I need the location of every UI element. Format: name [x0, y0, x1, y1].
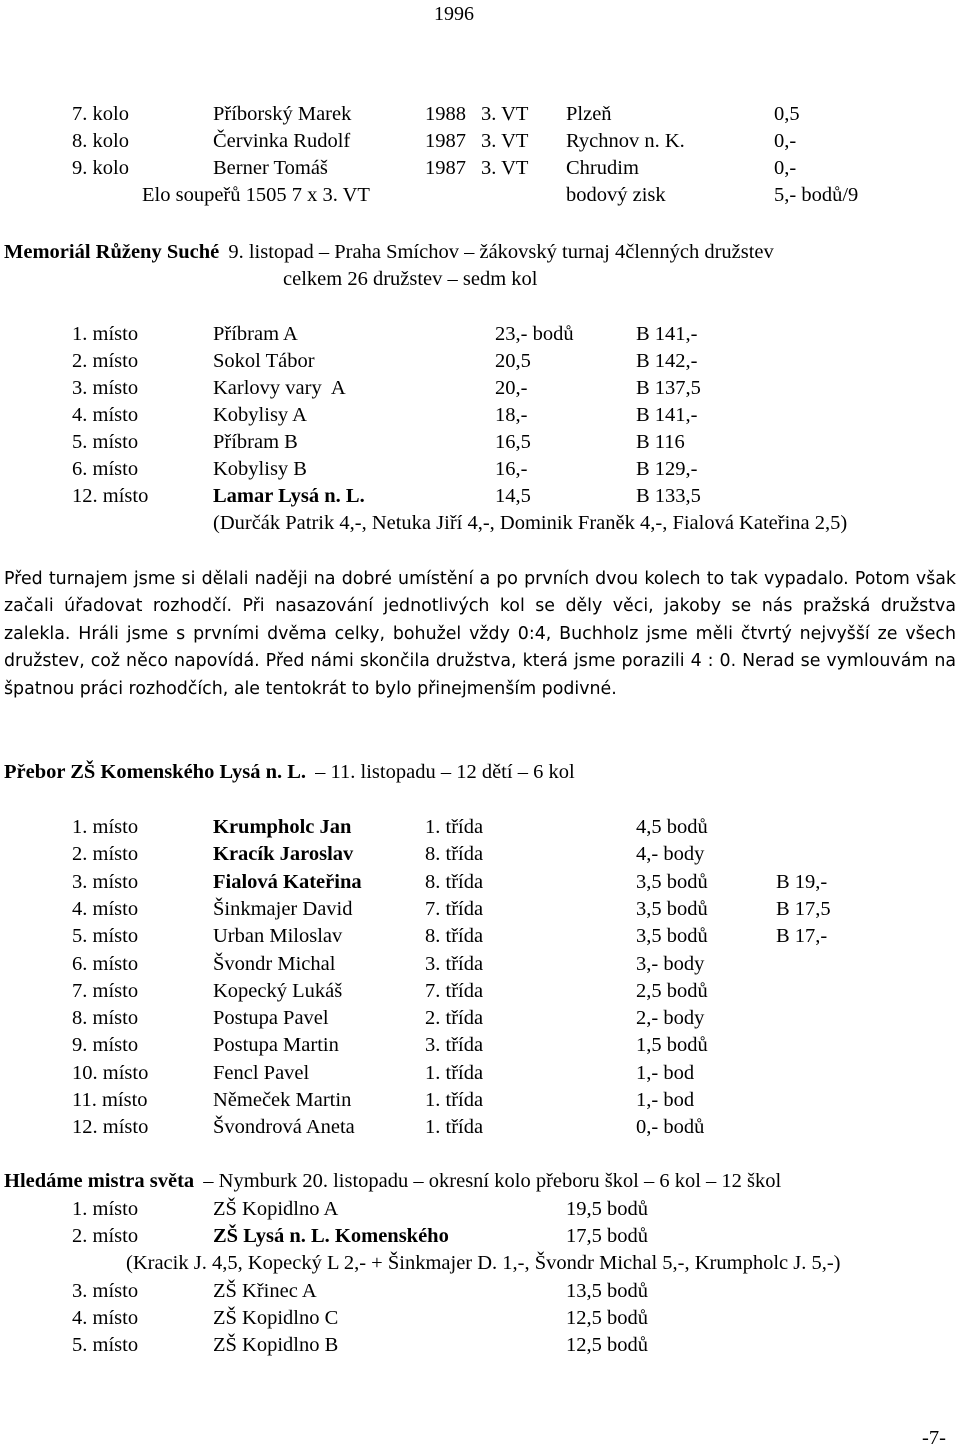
table-row: [0, 430, 960, 456]
school-class: 1. třída: [425, 1089, 484, 1111]
place: 5. místo: [72, 1334, 139, 1356]
points: 12,5 bodů: [566, 1307, 648, 1329]
table-row: [0, 403, 960, 429]
points: 14,5: [495, 485, 531, 507]
place: 3. místo: [72, 1280, 139, 1302]
player-name: Postupa Martin: [213, 1034, 339, 1056]
team: Karlovy vary A: [213, 377, 346, 399]
points: 3,- body: [636, 953, 705, 975]
school-class: 2. třída: [425, 1007, 484, 1029]
score: 0,-: [774, 130, 797, 152]
player-name: Šinkmajer David: [213, 898, 353, 920]
points: 3,5 bodů: [636, 898, 708, 920]
player-vt: 3. VT: [481, 103, 529, 125]
place: 3. místo: [72, 377, 139, 399]
team: Kobylisy A: [213, 404, 307, 426]
place: 1. místo: [72, 1198, 139, 1220]
points: 3,5 bodů: [636, 925, 708, 947]
place: 11. místo: [72, 1089, 148, 1111]
hledame-heading: [4, 1169, 781, 1193]
place: 10. místo: [72, 1062, 149, 1084]
player-name: Fencl Pavel: [213, 1062, 310, 1084]
school-class: 8. třída: [425, 843, 484, 865]
place: 4. místo: [72, 1307, 139, 1329]
table-row: [0, 979, 960, 1005]
player-name: Kopecký Lukáš: [213, 980, 343, 1002]
gain-value: 5,- bodů/9: [774, 184, 859, 206]
table-row: [0, 1333, 960, 1359]
player-name: Němeček Martin: [213, 1089, 352, 1111]
place: 6. místo: [72, 458, 139, 480]
place: 2. místo: [72, 1225, 139, 1247]
place: 12. místo: [72, 1116, 149, 1138]
place: 2. místo: [72, 843, 139, 865]
place: 8. místo: [72, 1007, 139, 1029]
school-class: 7. třída: [425, 980, 484, 1002]
points: 1,- bod: [636, 1062, 695, 1084]
table-row: [0, 1279, 960, 1305]
points: 13,5 bodů: [566, 1280, 648, 1302]
player-year: 1987: [425, 157, 466, 179]
team: Lamar Lysá n. L.: [213, 485, 365, 507]
points: 2,- body: [636, 1007, 705, 1029]
player-name: Kracík Jaroslav: [213, 843, 354, 865]
table-row: [0, 484, 960, 510]
table-row: [0, 1224, 960, 1250]
school-class: 3. třída: [425, 1034, 484, 1056]
table-row: [0, 102, 960, 128]
elo-label: Elo soupeřů 1505 7 x 3. VT: [142, 184, 370, 206]
buchholz: B 129,-: [636, 458, 698, 480]
points: 17,5 bodů: [566, 1225, 648, 1247]
points: 1,- bod: [636, 1089, 695, 1111]
points: 2,5 bodů: [636, 980, 708, 1002]
points: 0,- bodů: [636, 1116, 705, 1138]
elo-row: [0, 183, 960, 209]
points: 4,5 bodů: [636, 816, 708, 838]
kolo-label: 7. kolo: [72, 103, 129, 125]
prebor-subtitle: – 11. listopadu – 12 dětí – 6 kol: [315, 761, 575, 783]
points: 1,5 bodů: [636, 1034, 708, 1056]
player-name: Švondrová Aneta: [213, 1116, 355, 1138]
memorial-info: celkem 26 družstev – sedm kol: [283, 268, 538, 290]
table-row: [0, 129, 960, 155]
team: Příbram B: [213, 431, 298, 453]
place: 3. místo: [72, 871, 139, 893]
table-row: [0, 457, 960, 483]
school-class: 7. třída: [425, 898, 484, 920]
table-row: [0, 322, 960, 348]
buchholz: B 133,5: [636, 485, 701, 507]
table-row: [0, 376, 960, 402]
table-row: [0, 1033, 960, 1059]
hledame-title: Hledáme mistra světa: [4, 1170, 195, 1192]
hledame-subtitle: – Nymburk 20. listopadu – okresní kolo přeboru škol – 6 kol – 12 škol: [203, 1170, 782, 1192]
school-class: 8. třída: [425, 871, 484, 893]
points: 16,-: [495, 458, 528, 480]
player-name: Postupa Pavel: [213, 1007, 329, 1029]
team-lineup: (Durčák Patrik 4,-, Netuka Jiří 4,-, Dominik Franěk 4,-, Fialová Kateřina 2,5): [213, 512, 848, 534]
school-class: 3. třída: [425, 953, 484, 975]
memorial-heading: [4, 240, 774, 264]
page-number: -7-: [922, 1427, 946, 1449]
school-class: 8. třída: [425, 925, 484, 947]
school: ZŠ Křinec A: [213, 1280, 317, 1302]
school-class: 1. třída: [425, 816, 484, 838]
place: 1. místo: [72, 323, 139, 345]
prebor-title: Přebor ZŠ Komenského Lysá n. L.: [4, 761, 307, 783]
school-class: 1. třída: [425, 1116, 484, 1138]
place: 4. místo: [72, 898, 139, 920]
points: 20,5: [495, 350, 531, 372]
player-name: Urban Miloslav: [213, 925, 343, 947]
table-row: [0, 1115, 960, 1141]
city: Plzeň: [566, 103, 612, 125]
city: Chrudim: [566, 157, 639, 179]
place: 12. místo: [72, 485, 149, 507]
memorial-subtitle: 9. listopad – Praha Smíchov – žákovský turnaj 4členných družstev: [228, 241, 774, 263]
buchholz: B 19,-: [776, 871, 828, 893]
player-name: Krumpholc Jan: [213, 816, 352, 838]
place: 1. místo: [72, 816, 139, 838]
buchholz: B 17,-: [776, 925, 828, 947]
table-row: [0, 1306, 960, 1332]
team: Kobylisy B: [213, 458, 307, 480]
player-name: Fialová Kateřina: [213, 871, 362, 893]
place: 5. místo: [72, 431, 139, 453]
table-row: [0, 1088, 960, 1114]
buchholz: B 137,5: [636, 377, 701, 399]
points: 18,-: [495, 404, 528, 426]
school: ZŠ Lysá n. L. Komenského: [213, 1225, 449, 1247]
points: 3,5 bodů: [636, 871, 708, 893]
place: 5. místo: [72, 925, 139, 947]
table-row: [0, 815, 960, 841]
player-name: Berner Tomáš: [213, 157, 328, 179]
school-lineup: (Kracik J. 4,5, Kopecký L 2,- + Šinkmajer D. 1,-, Švondr Michal 5,-, Krumpholc J. 5,-): [126, 1252, 841, 1274]
city: Rychnov n. K.: [566, 130, 685, 152]
points: 23,- bodů: [495, 323, 574, 345]
buchholz: B 17,5: [776, 898, 831, 920]
table-row: [0, 842, 960, 868]
score: 0,-: [774, 157, 797, 179]
points: 4,- body: [636, 843, 705, 865]
player-name: Švondr Michal: [213, 953, 336, 975]
buchholz: B 142,-: [636, 350, 698, 372]
player-vt: 3. VT: [481, 157, 529, 179]
table-row: [0, 349, 960, 375]
place: 9. místo: [72, 1034, 139, 1056]
table-row: [0, 1061, 960, 1087]
kolo-label: 9. kolo: [72, 157, 129, 179]
table-row: [0, 1006, 960, 1032]
buchholz: B 141,-: [636, 404, 698, 426]
place: 7. místo: [72, 980, 139, 1002]
buchholz: B 141,-: [636, 323, 698, 345]
memorial-title: Memoriál Růženy Suché: [4, 241, 220, 263]
school: ZŠ Kopidlno A: [213, 1198, 339, 1220]
gain-label: bodový zisk: [566, 184, 666, 206]
points: 19,5 bodů: [566, 1198, 648, 1220]
commentary-paragraph: Před turnajem jsme si dělali naději na dobré umístění a po prvních dvou kolech to tak vypadalo. Potom však začali úřadovat rozhodčí. Při nasazování jednotlivých kol se děly věci, jakoby se nás pražská družstva zalekla. Hráli jsme s prvními dvěma celky, bohužel vždy 0:4, Buchholz jsme měli čtvrtý nejvyšší ze všech družstev, což něco napovídá. Před námi skončila družstva, která jsme porazili 4 : 0. Nerad se vymlouvám na špatnou práci rozhodčích, ale tentokrát to bylo přinejmenším podivné.: [4, 569, 956, 699]
school-class: 1. třída: [425, 1062, 484, 1084]
table-row: [0, 897, 960, 923]
place: 4. místo: [72, 404, 139, 426]
prebor-heading: [4, 760, 575, 784]
school: ZŠ Kopidlno B: [213, 1334, 339, 1356]
table-row: [0, 156, 960, 182]
player-name: Červinka Rudolf: [213, 130, 351, 152]
table-row: [0, 1197, 960, 1223]
place: 6. místo: [72, 953, 139, 975]
player-year: 1987: [425, 130, 466, 152]
place: 2. místo: [72, 350, 139, 372]
school: ZŠ Kopidlno C: [213, 1307, 339, 1329]
buchholz: B 116: [636, 431, 685, 453]
points: 16,5: [495, 431, 531, 453]
team: Sokol Tábor: [213, 350, 315, 372]
page-year: 1996: [434, 3, 474, 25]
kolo-label: 8. kolo: [72, 130, 129, 152]
table-row: [0, 870, 960, 896]
points: 20,-: [495, 377, 528, 399]
table-row: [0, 952, 960, 978]
team: Příbram A: [213, 323, 298, 345]
player-vt: 3. VT: [481, 130, 529, 152]
player-name: Příborský Marek: [213, 103, 352, 125]
player-year: 1988: [425, 103, 466, 125]
table-row: [0, 924, 960, 950]
score: 0,5: [774, 103, 800, 125]
points: 12,5 bodů: [566, 1334, 648, 1356]
